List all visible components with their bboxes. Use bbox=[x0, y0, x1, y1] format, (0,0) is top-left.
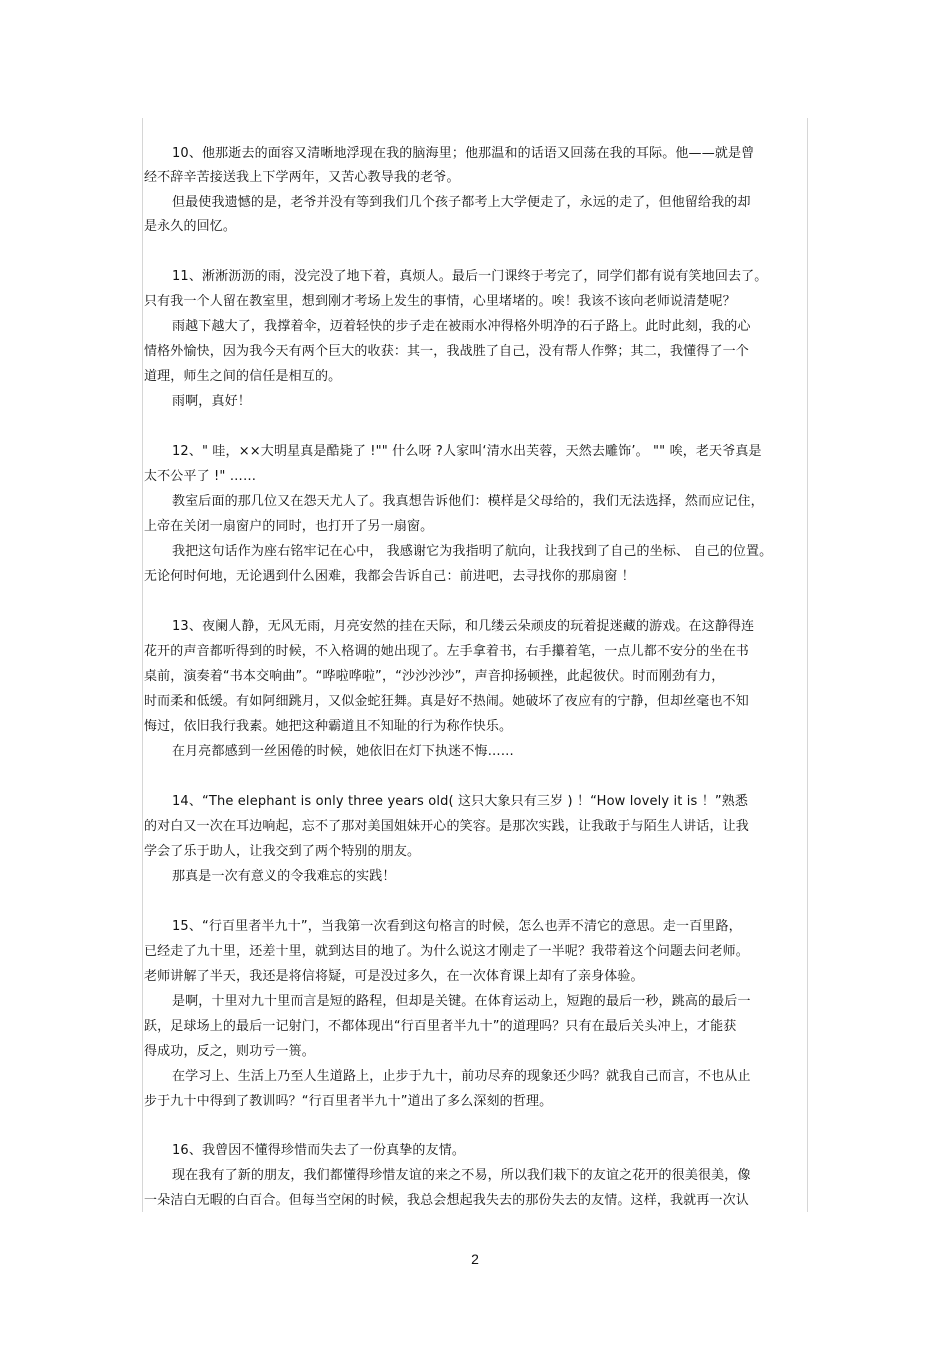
paragraph-line: 情格外愉快，因为我今天有两个巨大的收获：其一，我战胜了自己，没有帮人作弊；其二，我懂得了一个 bbox=[144, 344, 749, 359]
paragraph-line: 太不公平了 !" …… bbox=[144, 469, 257, 484]
paragraph-line: 雨越下越大了，我撑着伞，迈着轻快的步子走在被雨水冲得格外明净的石子路上。此时此刻，我的心 bbox=[172, 319, 751, 334]
paragraph-line: 桌前，演奏着“书本交响曲”。“哗啦哗啦”，“沙沙沙沙”，声音抑扬顿挫，此起彼伏。时而刚劲有力， bbox=[144, 669, 725, 684]
paragraph-line: 经不辞辛苦接送我上下学两年，又苦心教导我的老爷。 bbox=[144, 170, 460, 185]
paragraph-line: 15、“行百里者半九十”，当我第一次看到这句格言的时候，怎么也弄不清它的意思。走一百里路， bbox=[172, 919, 742, 934]
paragraph-line: 但最使我遗憾的是，老爷并没有等到我们几个孩子都考上大学便走了，永远的走了，但他留给我的却 bbox=[172, 195, 751, 210]
paragraph-line: 步于九十中得到了教训吗？“行百里者半九十”道出了多么深刻的哲理。 bbox=[144, 1094, 553, 1109]
paragraph-line: 已经走了九十里，还差十里，就到达目的地了。为什么说这才刚走了一半呢？我带着这个问题去问老师。 bbox=[144, 944, 749, 959]
paragraph-line: 11、淅淅沥沥的雨，没完没了地下着，真烦人。最后一门课终于考完了，同学们都有说有笑地回去了。 bbox=[172, 269, 768, 284]
paragraph-line: 14、“The elephant is only three years old( 这只大象只有三岁 ) ！“How lovely it is ！”熟悉 bbox=[172, 794, 749, 809]
right-margin-rule bbox=[807, 118, 808, 1212]
paragraph-line: 无论何时何地，无论遇到什么困难，我都会告诉自己：前进吧，去寻找你的那扇窗 ！ bbox=[144, 569, 635, 584]
paragraph-line: 13、夜阑人静，无风无雨，月亮安然的挂在天际，和几缕云朵顽皮的玩着捉迷藏的游戏。在这静得连 bbox=[172, 619, 755, 634]
paragraph-line: 得成功，反之，则功亏一篑。 bbox=[144, 1044, 315, 1059]
paragraph-line: 只有我一个人留在教室里，想到刚才考场上发生的事情，心里堵堵的。唉！我该不该向老师说清楚呢？ bbox=[144, 294, 736, 309]
paragraph-line: 跃，足球场上的最后一记射门，不都体现出“行百里者半九十”的道理吗？只有在最后关头冲上，才能获 bbox=[144, 1019, 737, 1034]
paragraph-line: 的对白又一次在耳边响起，忘不了那对美国姐妹开心的笑容。是那次实践，让我敢于与陌生人讲话，让我 bbox=[144, 819, 749, 834]
paragraph-line: 悔过，依旧我行我素。她把这种霸道且不知耻的行为称作快乐。 bbox=[144, 719, 513, 734]
paragraph-line: 10、他那逝去的面容又清晰地浮现在我的脑海里；他那温和的话语又回荡在我的耳际。他——就是曾 bbox=[172, 146, 755, 161]
paragraph-line: 是啊，十里对九十里而言是短的路程，但却是关键。在体育运动上，短跑的最后一秒，跳高的最后一 bbox=[172, 994, 751, 1009]
paragraph-line: 上帝在关闭一扇窗户的同时，也打开了另一扇窗。 bbox=[144, 519, 434, 534]
paragraph-line: 16、我曾因不懂得珍惜而失去了一份真挚的友情。 bbox=[172, 1143, 465, 1158]
paragraph-line: 老师讲解了半天，我还是将信将疑，可是没过多久，在一次体育课上却有了亲身体验。 bbox=[144, 969, 644, 984]
paragraph-line: 那真是一次有意义的令我难忘的实践！ bbox=[172, 869, 396, 884]
paragraph-line: 道理，师生之间的信任是相互的。 bbox=[144, 369, 342, 384]
paragraph-line: 花开的声音都听得到的时候，不入格调的她出现了。左手拿着书，右手攥着笔，一点儿都不安分的坐在书 bbox=[144, 644, 749, 659]
paragraph-line: 在月亮都感到一丝困倦的时候，她依旧在灯下执迷不悔…… bbox=[172, 744, 514, 759]
paragraph-line: 一朵洁白无暇的白百合。但每当空闲的时候，我总会想起我失去的那份失去的友情。这样，我就再一次认 bbox=[144, 1193, 749, 1208]
paragraph-line: 学会了乐于助人，让我交到了两个特别的朋友。 bbox=[144, 844, 421, 859]
paragraph-line: 在学习上、生活上乃至人生道路上，止步于九十，前功尽弃的现象还少吗？就我自己而言，不也从止 bbox=[172, 1069, 751, 1084]
left-margin-rule bbox=[142, 118, 143, 1212]
paragraph-line: 时而柔和低缓。有如阿细跳月，又似金蛇狂舞。真是好不热闹。她破坏了夜应有的宁静，但却丝毫也不知 bbox=[144, 694, 749, 709]
paragraph-line: 现在我有了新的朋友，我们都懂得珍惜友谊的来之不易，所以我们栽下的友谊之花开的很美很美，像 bbox=[172, 1168, 751, 1183]
page-number: 2 bbox=[471, 1251, 479, 1267]
paragraph-line: 教室后面的那几位又在怨天尤人了。我真想告诉他们：模样是父母给的，我们无法选择，然而应记住， bbox=[172, 494, 764, 509]
paragraph-line: 我把这句话作为座右铭牢记在心中， 我感谢它为我指明了航向，让我找到了自己的坐标、 自己的位置。 bbox=[172, 544, 773, 559]
paragraph-line: 是永久的回忆。 bbox=[144, 219, 237, 234]
paragraph-line: 雨啊，真好！ bbox=[172, 394, 251, 409]
paragraph-line: 12、" 哇，××大明星真是酷毙了 !"" 什么呀 ?人家叫‘清水出芙蓉，天然去雕饰’。 "" 唉，老天爷真是 bbox=[172, 444, 762, 459]
